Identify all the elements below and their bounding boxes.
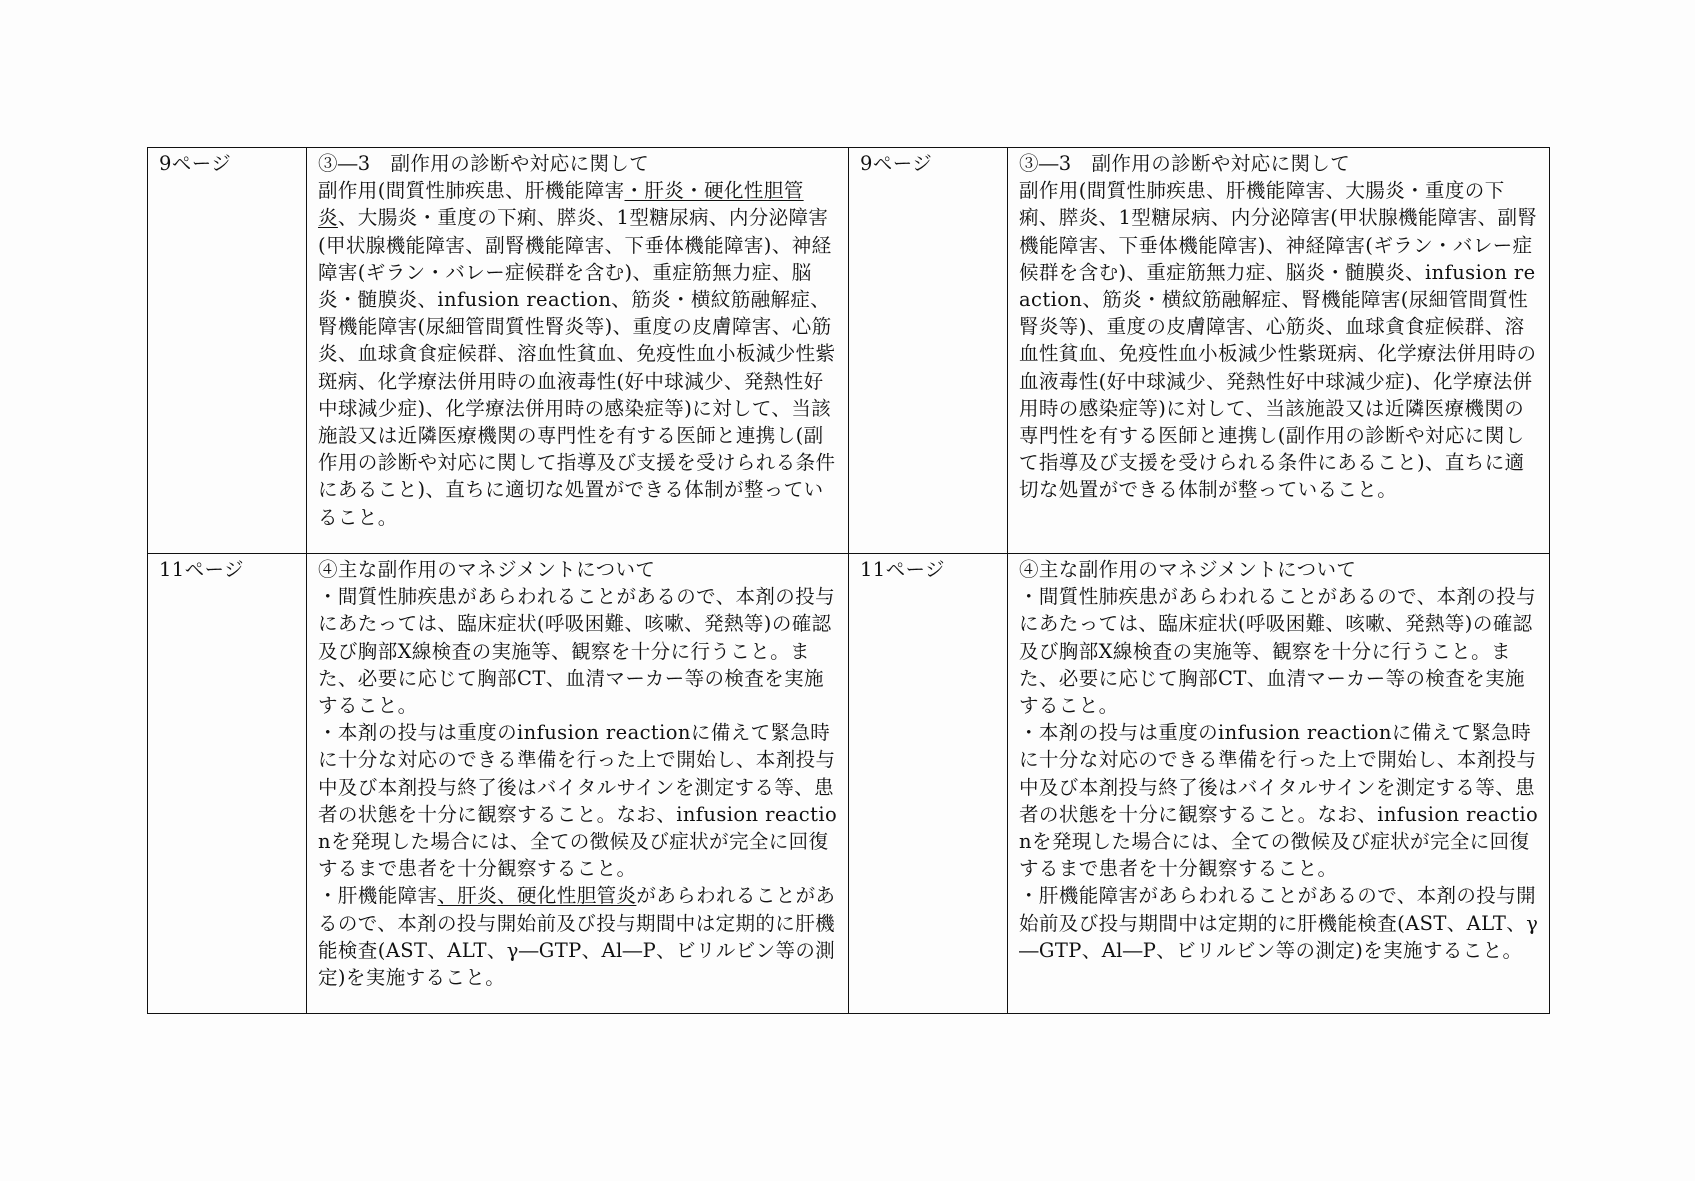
table-row [148, 554, 1550, 1014]
body-text: 、大腸炎・重度の下痢、膵炎、1型糖尿病、内分泌障害(甲状腺機能障害、副腎機能障害、下垂体機能障害)、神経障害(ギラン・バレー症候群を含む)、重症筋無力症、脳炎・髄膜炎、infusion reaction、筋炎・横紋筋融解症、腎機能障害(尿細管間質性腎炎等)、重度の皮膚障害、心筋炎、血球貪食症候群、溶血性貧血、免疫性血小板減少性紫斑病、化学療法併用時の血液毒性(好中球減少、発熱性好中球減少症)、化学療法併用時の感染症等)に対して、当該施設又は近隣医療機関の専門性を有する医師と連携し(副作用の診断や対応に関して指導及び支援を受けられる条件にあること)、直ちに適切な処置ができる体制が整っていること。 [318, 206, 836, 529]
page-ref: 11ページ [159, 558, 244, 581]
body-text: ・肝機能障害 [318, 884, 438, 908]
page-ref: 9ページ [159, 152, 232, 175]
section-body [318, 177, 838, 531]
page-ref: 9ページ [860, 152, 933, 175]
bullet-infusion-reaction: ・本剤の投与は重度のinfusion reactionに備えて緊急時に十分な対応のできる準備を行った上で開始し、本剤投与中及び本剤投与終了後はバイタルサインを測定する等、患者の状態を十分に観察すること。なお、infusion reactionを発現した場合には、全ての徴候及び症状が完全に回復するまで患者を十分観察すること。 [1019, 721, 1539, 881]
text-cell-new [307, 148, 849, 554]
table-row [148, 148, 1550, 554]
page-ref-cell-new [148, 148, 307, 554]
section-body: 副作用(間質性肺疾患、肝機能障害、大腸炎・重度の下痢、膵炎、1型糖尿病、内分泌障害(甲状腺機能障害、副腎機能障害、下垂体機能障害)、神経障害(ギラン・バレー症候群を含む)、重症筋無力症、脳炎・髄膜炎、infusion reaction、筋炎・横紋筋融解症、腎機能障害(尿細管間質性腎炎等)、重度の皮膚障害、心筋炎、血球貪食症候群、溶血性貧血、免疫性血小板減少性紫斑病、化学療法併用時の血液毒性(好中球減少、発熱性好中球減少症)、化学療法併用時の感染症等)に対して、当該施設又は近隣医療機関の専門性を有する医師と連携し(副作用の診断や対応に関して指導及び支援を受けられる条件にあること)、直ちに適切な処置ができる体制が整っていること。 [1019, 179, 1538, 502]
text-cell-old [1008, 554, 1550, 1014]
text-cell-new [307, 554, 849, 1014]
page-ref: 11ページ [860, 558, 945, 581]
page-ref-cell-old [849, 554, 1008, 1014]
underlined-revision: ・肝炎・硬化性胆管炎 [318, 179, 804, 230]
bullet-liver-dysfunction: ・肝機能障害があらわれることがあるので、本剤の投与開始前及び投与期間中は定期的に肝機能検査(AST、ALT、γ―GTP、Al―P、ビリルビン等の測定)を実施すること。 [1019, 884, 1539, 962]
revision-comparison-table [147, 147, 1550, 1014]
section-heading: ③―3 副作用の診断や対応に関して [318, 152, 650, 175]
section-heading: ③―3 副作用の診断や対応に関して [1019, 152, 1351, 175]
section-heading: ④主な副作用のマネジメントについて [1019, 558, 1357, 581]
page-ref-cell-new [148, 554, 307, 1014]
section-heading: ④主な副作用のマネジメントについて [318, 558, 656, 581]
bullet-infusion-reaction: ・本剤の投与は重度のinfusion reactionに備えて緊急時に十分な対応のできる準備を行った上で開始し、本剤投与中及び本剤投与終了後はバイタルサインを測定する等、患者の状態を十分に観察すること。なお、infusion reactionを発現した場合には、全ての徴候及び症状が完全に回復するまで患者を十分観察すること。 [318, 721, 838, 881]
body-text: 副作用(間質性肺疾患、肝機能障害 [318, 179, 625, 203]
page-ref-cell-old [849, 148, 1008, 554]
text-cell-old [1008, 148, 1550, 554]
bullet-interstitial-lung-disease: ・間質性肺疾患があらわれることがあるので、本剤の投与にあたっては、臨床症状(呼吸困難、咳嗽、発熱等)の確認及び胸部X線検査の実施等、観察を十分に行うこと。また、必要に応じて胸部CT、血清マーカー等の検査を実施すること。 [318, 585, 836, 718]
bullet-interstitial-lung-disease: ・間質性肺疾患があらわれることがあるので、本剤の投与にあたっては、臨床症状(呼吸困難、咳嗽、発熱等)の確認及び胸部X線検査の実施等、観察を十分に行うこと。また、必要に応じて胸部CT、血清マーカー等の検査を実施すること。 [1019, 585, 1537, 718]
bullet-liver-dysfunction [318, 882, 838, 991]
body-text: があらわれることがあるので、本剤の投与開始前及び投与期間中は定期的に肝機能検査(AST、ALT、γ―GTP、Al―P、ビリルビン等の測定)を実施すること。 [318, 884, 836, 990]
underlined-revision: 、肝炎、硬化性胆管炎 [437, 884, 637, 908]
